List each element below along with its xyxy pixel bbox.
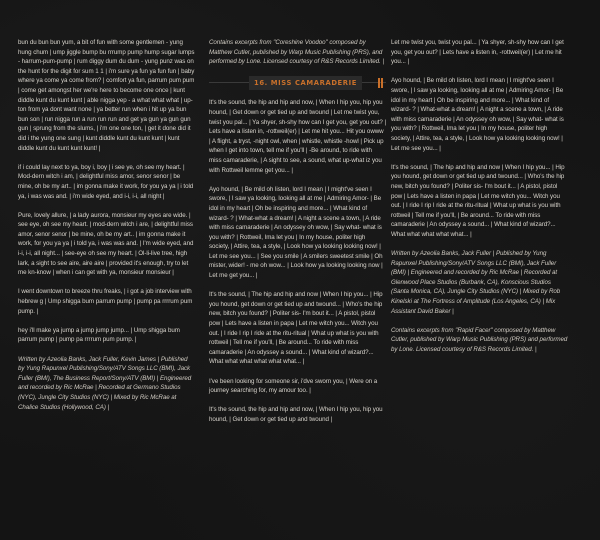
lyric-paragraph: I went downtown to breeze thru freaks, | i got a job interview with hebrew g | Ump shigga bum parrum pump | pump pa rrrrum pum pump. |: [18, 288, 193, 315]
song-credits: Written by Azeolia Banks, Jack Fuller | Published by Yung Rapunxel Publishing/Sony/ATV Songs LLC (BMI), Jack Fuller (BMI) | Engineered and recorded by Ric McRae | Recorded at Glenwood Place Studios (Burbank, CA), Konscious Studios (Santa Monica, CA), Jungle City Studios (NYC) | Mixed by Rob Kinelski at The Fortress of Amplitude (Los Angeles, CA) | Mix Assistant David Baker |: [391, 250, 561, 315]
lyric-paragraph: Ayo hound, | Be mild oh listen, lord I mean | I might've seen I swore, | I saw ya looking, looking all at me | Admiring Amor- | Be idol in my heart | Oh be inspiring and more... | What kind of wizard- ? | What-what a dream! | A night a scene a town, | A ride with miss camaraderie | An odyssey oh wow, | Say what- what is you with? | Rottweil, Ima let you | In my house, politer high society, | Attire, tea, a style, | Look how ya looking looking now! | Let me see you... |: [391, 77, 564, 152]
lyric-paragraph: hey i'll make ya jump a jump jump jump... | Ump shigga bum parrum pump | pump pa rrrrum pum pump. |: [18, 326, 180, 344]
lyric-paragraph: It's the sound, the hip and hip and now, | When I hip you, hip you hound, | Get down or get tied up and twound |: [209, 406, 383, 423]
sample-credit: Contains excerpts from "Rapid Facer" composed by Matthew Cutler, published by Warp Music Publishing (PRS) and performed by Lone. Licensed courtesy of R&S Records Limited. |: [391, 326, 568, 353]
double-bar-icon: [378, 76, 384, 90]
track-header: [209, 76, 386, 90]
song-credits: Written by Azeolia Banks, Jack Fuller, Kevin James | Published by Yung Rapunxel Publishing/Sony/ATV Songs LLC (BMI), Jack Fuller (BMI), The Business Report/Sony/ATV (BMI) | Engineered and recorded by Ric McRae | Recorded at Germano Studios (NYC), Jungle City Studios (NYC) | Mixed by Ric McRae at Chalice Studios (Hollywood, CA) |: [18, 355, 192, 411]
lyric-paragraph: Pure, lovely allure, | a lady aurora, monsieur my eyes are wide. | see eye, oh see my heart. | mod-dern witch i are, | delightful miss amor, senor senor | be mine, oh be my art.. | im gonna make it work, for you ya ya | i told ya, i was was and. | I'm wide eyed, and i-i, i-i, all night... | see-eye oh see my heart. | Ol-li-live tree, high lark, a sight to see aire, aire aire | provided it's enough, try to let me kn-know | when i can get with ya, monsieur monsieur |: [18, 211, 194, 277]
lyric-paragraph: It's the sound, | The hip and hip and now | When I hip you... | Hip you hound, get down or get tied up and twound... | Who's the hip new, bitch you found? | Politer sis- I'm bout it... | A pistol, pistol pow | Lets have a listen in papa | Let me witch you... Witch you out. | I ride I rip I ride at the ritu-ritual | What up what is you with rottweil | Tell me if you'll, | Be around... To ride with miss camaraderie | An odyssey a sound... | What kind of wizard?... What what what what what... |: [391, 163, 565, 238]
lyric-paragraph: bun du bun bun yum, a bit of fun with some gentlemen - yung hung chum | ump jiggle bump bu rrrump pump hump sugar lumps - harrum-pum-pump | rum diggy dum du dum - yung punz was on the hunt for the digit for sum 1 1 | i'm sure ya fun ya fun fun | baby where ya come ya come from? | comfort ya fun, parrum pum pum | come get amongst her we're here to become one once | kunt diddle kunt du kunt kunt | able nigga yep - a what what what | up-ton from ya dont want none | ya better run when i hit up ya bun bun son | run nigga run a run run run and get ya gun ya gun gun gun | sprung from the slums, | i'm one one ton, | get it done did it did i the yung one sung | kunt diddle kunt du kunt kunt | kunt diddle kunt du kunt kunt kunt! |: [18, 39, 195, 152]
lyric-paragraph: Ayo hound, | Be mild oh listen, lord I mean | I might've seen I swore, | I saw ya looking, looking all at me | Admiring Amor- | Be idol in my heart | Oh be inspiring and more... | What kind of wizard- ? | What-what a dream! | A night a scene a town, | A ride with miss camaraderie | An odyssey oh wow, | Say what- what is you with? | Rottweil, Ima let you | In my house, politer high society, | Attire, tea, a style, | Look how ya looking looking now! | Let me see you... | See you smile | A smilers sweetest smile | Oh mister, wider! - me oh wow... | Look how ya looking looking now | Let me get you... |: [209, 185, 383, 280]
lyric-paragraph: I've been looking for someone sir, i'dve sworn you, | Were on a journey searching for, my amour too. |: [209, 377, 378, 395]
lyrics-column-3: [391, 38, 568, 364]
lyric-paragraph: if i could lay next to ya, boy i, boy | i see ye, oh see my heart. | Mod-dern witch i am, | delightful miss amor, senor senor | be mine, oh be my art.. | im gonna make it work, for you ya ya | i told ya, i was was and. | i'm wide eyed, and i-i, i-i, all night |: [18, 163, 194, 200]
track-title: 16. MISS CAMARADERIE: [249, 76, 362, 90]
lyric-paragraph: It's the sound, | The hip and hip and now | When I hip you... | Hip you hound, get down or get tied up and twound... | Who's the hip new, bitch you found? | Politer sis- I'm bout it... | A pistol, pistol pow | Lets have a listen in papa | Let me witch you... Witch you out. | I ride I rip I ride at the ritu-ritual | What up what is you with rottweil | Tell me if you'll, | Be around... To ride with miss camaraderie | An odyssey a sound... | What kind of wizard?... What what what what what what... |: [209, 291, 383, 366]
lyrics-column-2: [209, 38, 386, 434]
sample-credit: Contains excerpts from "Coreshine Voodoo" composed by Matthew Cutler, published by Warp Music Publishing (PRS), and performed by Lone. Licensed courtesy of R&S Records Limited. |: [209, 39, 384, 66]
lyric-paragraph: Let me twist you, twist you pal... | Ya shyer, sh-shy how can I get you, get you out? | Lets have a listen in, -rottweil(er) | Let me hit you... |: [391, 39, 564, 66]
lyric-paragraph: It's the sound, the hip and hip and now, | When I hip you, hip you hound, | Get down or get tied up and twound | Let me twist you, twist you pal... | Ya shyer, sh-shy how can I get you, get you out? | Lets have a listen in, -rottweil(er) | Let me hit you... Hit you owww | A flight, a tryst, -night owl, when | whistle, whistle -howl | Pick up when I get into town, tell me if you'll | -Be around, to ride with miss camaraderie, | A sight to see, a sound, what up-what iz you with Rottweil lemme get you... |: [209, 99, 387, 174]
lyrics-column-1: [18, 38, 195, 422]
